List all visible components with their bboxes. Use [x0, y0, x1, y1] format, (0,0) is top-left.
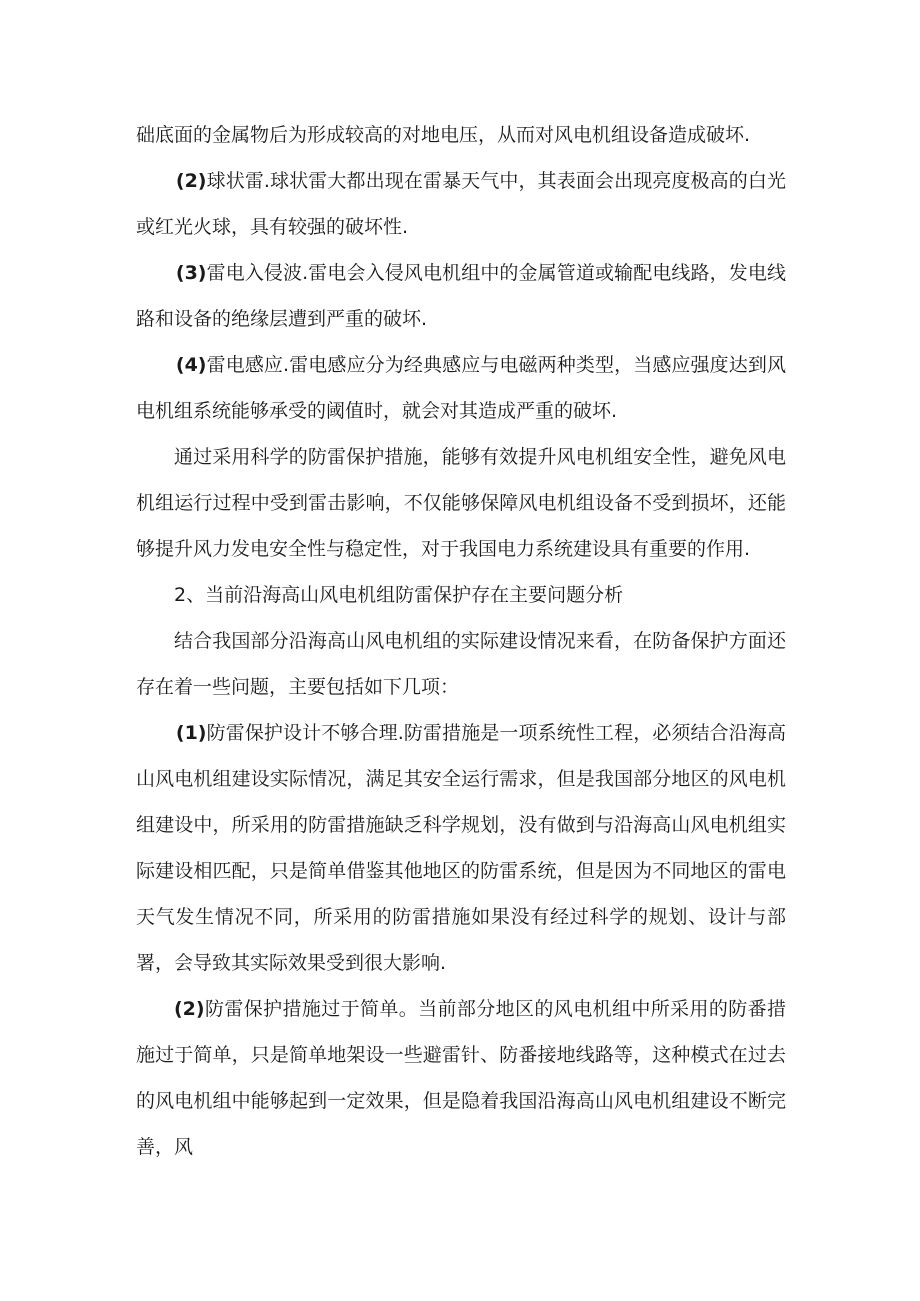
list-item-lightning-induction [136, 342, 786, 434]
paragraph-protection-benefits [136, 434, 786, 572]
list-item-design-unreasonable [136, 710, 786, 986]
paragraph-problems-intro [136, 618, 786, 710]
heading-text: 2、当前沿海高山风电机组防雷保护存在主要问题分析 [174, 584, 624, 606]
item-number: (2) [174, 998, 205, 1020]
list-item-ball-lightning [136, 158, 786, 250]
paragraph-text: 通过采用科学的防雷保护措施，能够有效提升风电机组安全性，避免风电机组运行过程中受到雷击影响，不仅能够保障风电机组设备不受到损坏，还能够提升风力发电安全性与稳定性，对于我国电力系统建设具有重要的作用. [136, 446, 786, 560]
item-number: (2) [175, 170, 207, 192]
paragraph-text: 结合我国部分沿海高山风电机组的实际建设情况来看，在防备保护方面还存在着一些问题，主要包括如下几项： [136, 630, 786, 698]
paragraph-text: 雷电感应.雷电感应分为经典感应与电磁两种类型，当感应强度达到风电机组系统能够承受的阈值时，就会对其造成严重的破坏. [136, 354, 786, 422]
paragraph-continuation [136, 112, 786, 158]
item-number: (3) [175, 262, 207, 284]
list-item-lightning-intrusion-wave [136, 250, 786, 342]
paragraph-text: 防雷保护设计不够合理.防雷措施是一项系统性工程，必须结合沿海高山风电机组建设实际情况，满足其安全运行需求，但是我国部分地区的风电机组建设中，所采用的防雷措施缺乏科学规划，没有做到与沿海高山风电机组实际建设相匹配，只是简单借鉴其他地区的防雷系统，但是因为不同地区的雷电天气发生情况不同，所采用的防雷措施如果没有经过科学的规划、设计与部署，会导致其实际效果受到很大影响. [136, 722, 786, 974]
list-item-measures-too-simple [136, 986, 786, 1170]
paragraph-text: 础底面的金属物后为形成较高的对地电压，从而对风电机组设备造成破坏. [136, 124, 751, 146]
section-heading [136, 572, 786, 618]
paragraph-text: 球状雷.球状雷大都出现在雷暴天气中，其表面会出现亮度极高的白光或红光火球，具有较强的破坏性. [136, 170, 786, 238]
document-body [136, 112, 786, 1170]
item-number: (1) [175, 722, 207, 744]
paragraph-text: 防雷保护措施过于简单。当前部分地区的风电机组中所采用的防番措施过于简单，只是简单地架设一些避雷针、防番接地线路等，这种模式在过去的风电机组中能够起到一定效果，但是隐着我国沿海高山风电机组建设不断完善，风 [136, 998, 786, 1158]
item-number: (4) [175, 354, 207, 376]
paragraph-text: 雷电入侵波.雷电会入侵风电机组中的金属管道或输配电线路，发电线路和设备的绝缘层遭到严重的破坏. [136, 262, 786, 330]
